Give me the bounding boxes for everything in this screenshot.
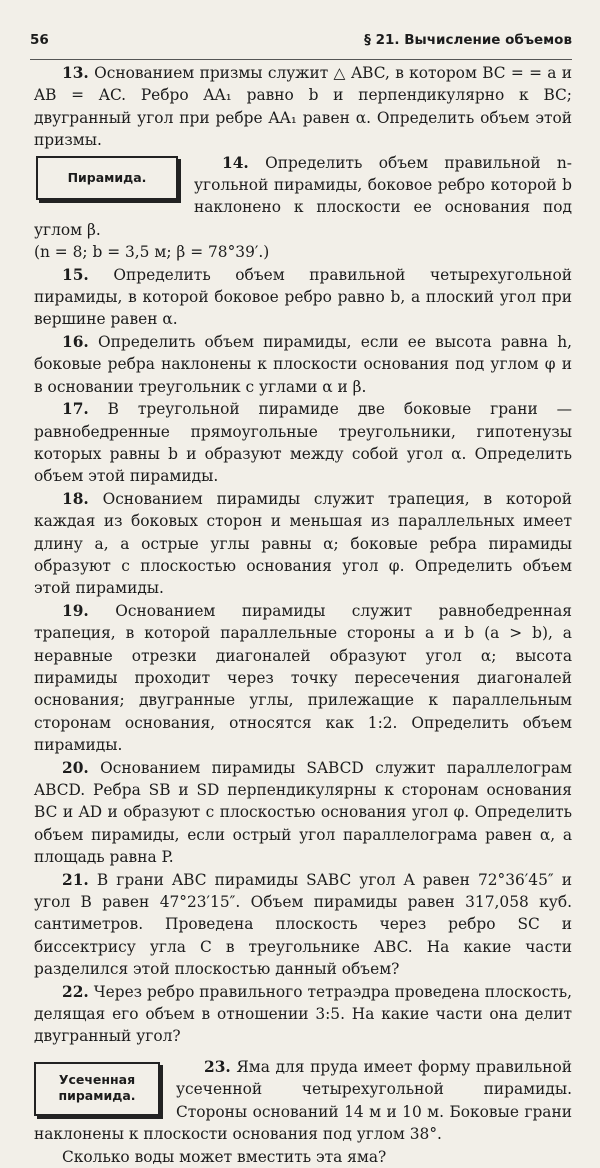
section-title: § 21. Вычисление объемов <box>364 32 572 48</box>
section-label-pyramid: Пирамида. <box>36 156 178 200</box>
problem-23-question: Сколько воды может вместить эта яма? <box>62 1147 387 1166</box>
page-header <box>30 32 572 60</box>
problem-14-data: (n = 8; b = 3,5 м; β = 78°39′.) <box>34 243 270 262</box>
problem-19: 19. Основанием пирамиды служит равнобедренная трапеция, в которой параллельные стороны a и b (a > b), а неравные отрезки диагоналей образуют угол α; высота пирамиды проходит через точку пересечения диагоналей основания; двугранные углы, прилежащие к параллельным сторонам основания, относятся как 1:2. Определить объем пирамиды. <box>34 601 572 755</box>
problem-16: 16. Определить объем пирамиды, если ее высота равна h, боковые ребра наклонены к плоскости основания под углом φ и в основании треугольник с углами α и β. <box>34 332 572 396</box>
body-text <box>34 62 572 1168</box>
problem-18: 18. Основанием пирамиды служит трапеция, в которой каждая из боковых сторон и меньшая из параллельных имеет длину a, а острые углы равны α; боковые ребра пирамиды образуют с плоскостью основания угол φ. Определить объем этой пирамиды. <box>34 489 572 598</box>
problem-14: 14. Определить объем правильной n-угольной пирамиды, боковое ребро которой b наклонено к плоскости ее основания под углом β. <box>34 153 572 239</box>
problem-17: 17. В треугольной пирамиде две боковые грани — равнобедренные прямоугольные треугольники, гипотенузы которых равны b и образуют между собой угол α. Определить объем этой пирамиды. <box>34 400 572 486</box>
problem-23: 23. Яма для пруда имеет форму правильной усеченной четырехугольной пирамиды. Стороны оснований 14 м и 10 м. Боковые грани наклонены к плоскости основания под углом 38°. <box>34 1057 572 1144</box>
problem-21: 21. В грани ABC пирамиды SABC угол A равен 72°36′45″ и угол B равен 47°23′15″. Объем пирамиды равен 317,058 куб. сантиметров. Проведена плоскость через ребро SC и биссектрису угла C в треугольнике ABC. На какие части разделился этой плоскостью данный объем? <box>34 870 572 979</box>
problem-15: 15. Определить объем правильной четырехугольной пирамиды, в которой боковое ребро равно b, а плоский угол при вершине равен α. <box>34 265 572 329</box>
problem-20: 20. Основанием пирамиды SABCD служит параллелограм ABCD. Ребра SB и SD перпендикулярны к сторонам основания BC и AD и образуют с плоскостью основания угол φ. Определить объем пирамиды, если острый угол параллелограма равен α, а площадь равна P. <box>34 758 572 867</box>
page-number: 56 <box>30 32 49 48</box>
section-label-frustum: Усеченная пирамида. <box>34 1062 160 1116</box>
problem-22: 22. Через ребро правильного тетраэдра проведена плоскость, делящая его объем в отношении 3:5. На какие части она делит двугранный угол? <box>34 982 572 1046</box>
problem-13: 13. Основанием призмы служит △ ABC, в котором BC = = a и AB = AC. Ребро AA₁ равно b и перпендикулярно к BC; двугранный угол при ребре AA₁ равен α. Определить объем этой призмы. <box>34 64 572 150</box>
